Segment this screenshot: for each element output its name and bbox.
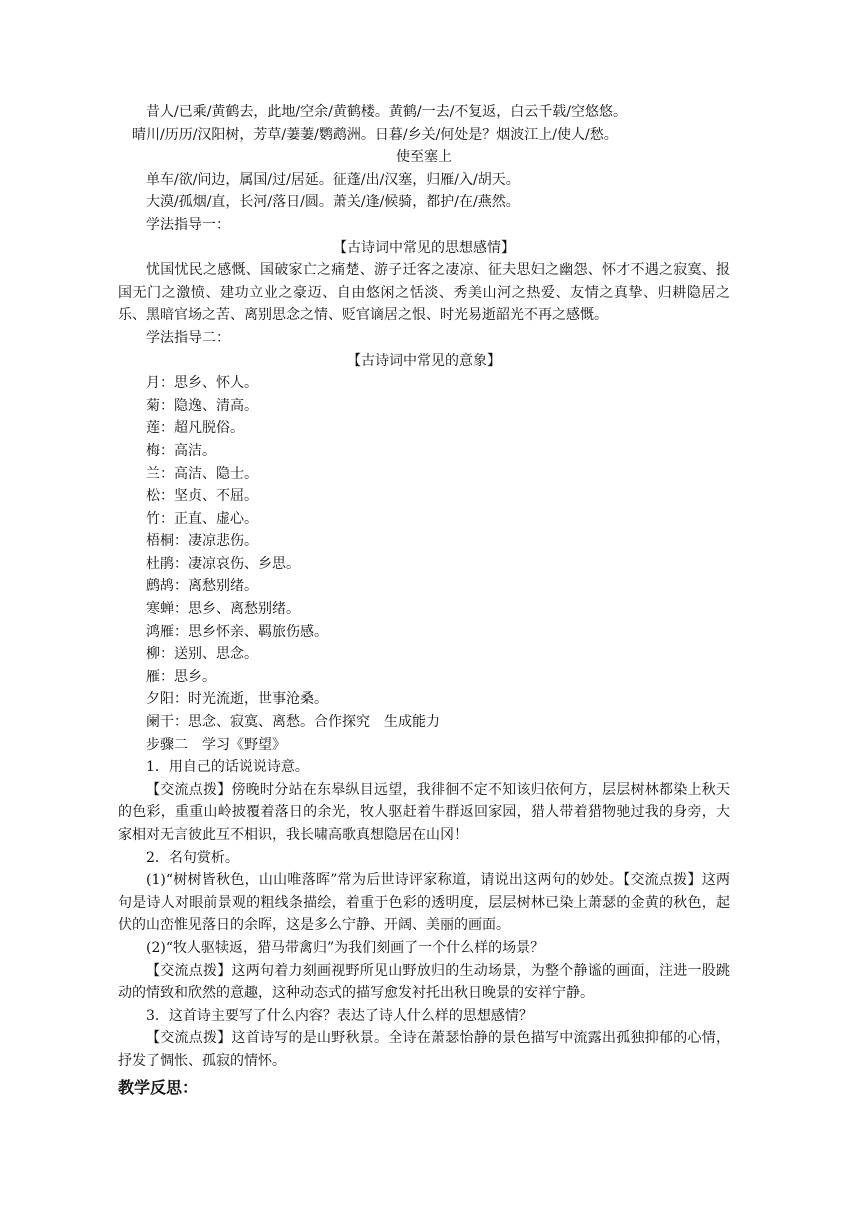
question-1: 1．用自己的话说说诗意。 [146,759,309,776]
imagery-item: 莲：超凡脱俗。 [146,420,244,437]
guide1-text-content: 忧国忧民之感慨、国破家亡之痛楚、游子迁客之凄凉、征夫思妇之幽怨、怀才不遇之寂寞、报国无门之激愤、建功立业之豪迈、自由悠闲之恬淡、秀美山河之热爱、友情之真挚、归耕隐居之乐、黑暗官场之苦、离别思念之情、贬官谪居之恨、时光易逝韶光不再之感慨。 [118,262,730,324]
answer-3 [118,1027,730,1072]
guide2-title: 【古诗词中常见的意象】 [347,352,501,369]
imagery-item: 柳：送别、思念。 [146,646,258,663]
imagery-item: 鸿雁：思乡怀亲、羁旅伤感。 [146,623,328,640]
imagery-item: 竹：正直、虚心。 [146,510,258,527]
imagery-item: 寒蝉：思乡、离愁别绪。 [146,601,300,618]
answer-2b [118,960,730,1005]
question-2: 2．名句赏析。 [146,849,239,866]
question-2b: (2)“牧人驱犊返，猎马带禽归”为我们刻画了一个什么样的场景？ [146,939,545,956]
guide1-text [118,259,730,327]
imagery-item: 杜鹃：凄凉哀伤、乡思。 [146,555,300,572]
imagery-item: 月：思乡、怀人。 [146,375,258,392]
guide1-label: 学法指导一： [146,216,230,233]
step2-title: 步骤二 学习《野望》 [146,736,286,753]
imagery-item: 雁：思乡。 [146,668,216,685]
answer-1 [118,779,730,847]
answer-2b-text: 【交流点拨】这两句着力刻画视野所见山野放归的生动场景，为整个静谧的画面，注进一股跳动的情致和欣然的意趣，这种动态式的描写愈发衬托出秋日晚景的安祥宁静。 [118,962,730,1002]
imagery-item: 兰：高洁、隐士。 [146,465,258,482]
imagery-item: 鹧鸪：离愁别绪。 [146,578,258,595]
document-body [118,101,730,1098]
imagery-item: 阑干：思念、寂寞、离愁。合作探究 生成能力 [146,714,440,731]
poem1-line2: 晴川/历历/汉阳树，芳草/萋萋/鹦鹉洲。日暮/乡关/何处是？烟波江上/使人/愁。 [132,126,618,143]
answer-3-text: 【交流点拨】这首诗写的是山野秋景。全诗在萧瑟怡静的景色描写中流露出孤独抑郁的心情，抒发了惆怅、孤寂的情怀。 [118,1030,730,1069]
poem2-line1: 单车/欲/问边，属国/过/居延。征蓬/出/汉塞，归雁/入/胡天。 [146,171,520,188]
answer-1-text: 【交流点拨】傍晚时分站在东皋纵目远望，我徘徊不定不知该归依何方，层层树林都染上秋天的色彩，重重山岭披覆着落日的余光，牧人驱赶着牛群返回家园，猎人带着猎物驰过我的身旁，大家相对无言彼此互不相识，我长啸高歌真想隐居在山冈！ [118,781,730,843]
question-2a [118,869,730,937]
poem1-line1: 昔人/已乘/黄鹤去，此地/空余/黄鹤楼。黄鹤/一去/不复返，白云千载/空悠悠。 [146,104,628,120]
reflection-heading: 教学反思： [118,1077,199,1097]
imagery-item: 夕阳：时光流逝，世事沧桑。 [146,691,328,708]
poem2-title: 使至塞上 [396,149,452,166]
imagery-item: 菊：隐逸、清高。 [146,397,258,414]
imagery-item: 梅：高洁。 [146,442,216,459]
guide1-title: 【古诗词中常见的思想感情】 [333,239,515,256]
guide2-label: 学法指导二： [146,329,230,346]
imagery-item: 松：坚贞、不屈。 [146,488,258,505]
question-3: 3．这首诗主要写了什么内容？表达了诗人什么样的思想感情？ [146,1007,533,1024]
question-2a-text: (1)“树树皆秋色，山山唯落晖”常为后世诗评家称道，请说出这两句的妙处。【交流点拨】这两句是诗人对眼前景观的粗线条描绘，着重于色彩的透明度，层层树林已染上萧瑟的金黄的秋色，起伏的山峦惟见落日的余晖，这是多么宁静、开阔、美丽的画面。 [118,872,730,934]
imagery-list [118,372,730,734]
poem2-line2: 大漠/孤烟/直，长河/落日/圆。萧关/逢/候骑，都护/在/燕然。 [146,194,520,211]
imagery-item: 梧桐：凄凉悲伤。 [146,533,258,550]
